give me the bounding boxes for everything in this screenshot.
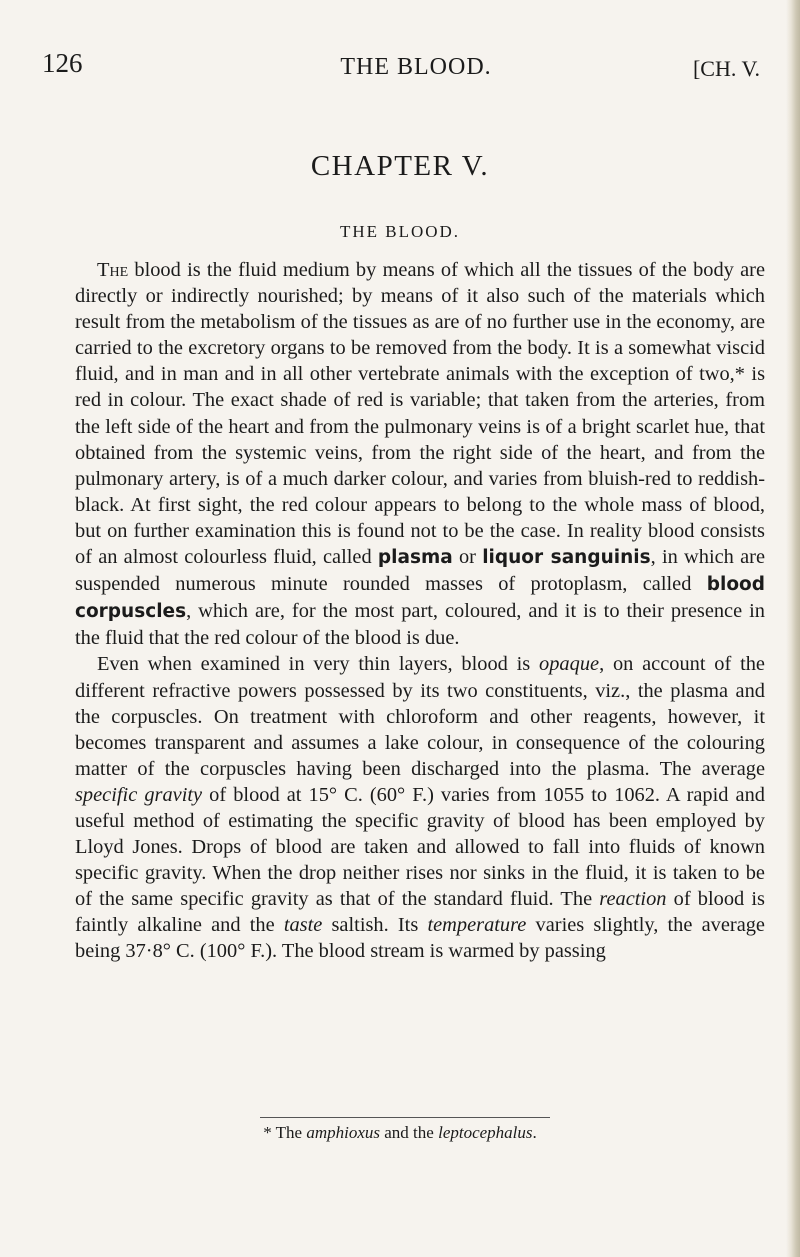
paragraph-2 — [75, 651, 765, 964]
paragraph-text: of blood is faintly alkaline and the — [75, 888, 765, 937]
page-number: 126 — [42, 48, 83, 78]
footnote-text: . — [532, 1123, 537, 1142]
running-head — [42, 48, 760, 88]
paragraph-text: varies slightly, the average being 37·8° C. (100° F.). The blood stream is warmed by passing — [75, 914, 765, 963]
paragraph-text: , in which are suspended numerous minute rounded masses of protoplasm, called — [75, 546, 765, 596]
chapter-heading: CHAPTER V. — [310, 150, 490, 182]
footnote-marker: * The — [263, 1123, 307, 1142]
footnote-text: and the — [380, 1123, 439, 1142]
section-heading: THE BLOOD. — [339, 222, 461, 241]
emphasis-reaction: reaction — [599, 888, 667, 911]
running-title: THE BLOOD. — [340, 54, 492, 80]
paragraph-1 — [75, 257, 765, 651]
term-plasma: plasma — [377, 547, 453, 569]
page-edge — [786, 0, 800, 1257]
footnote-term-amphioxus: amphioxus — [306, 1123, 381, 1142]
paragraph-text: saltish. Its — [322, 914, 428, 937]
emphasis-taste: taste — [283, 914, 323, 937]
term-liquor-sanguinis: liquor sanguinis — [482, 547, 651, 569]
paragraph-text: of blood at 15° C. (60° F.) varies from 1055 to 1062. A rapid and useful method of estimating the specific gravity of blood has been employed by Lloyd Jones. Drops of blood are taken and allowed to fall into fluids of known specific gravity. When the drop neither rises nor sinks in the fluid, it is taken to be of the same specific gravity as that of the standard fluid. The — [75, 783, 765, 911]
paragraph-text: or — [452, 546, 483, 569]
paragraph-text: , which are, for the most part, coloured, and it is to their presence in the fluid that the red colour of the blood is due. — [75, 600, 765, 650]
footnote — [0, 1123, 800, 1143]
emphasis-temperature: temperature — [427, 914, 527, 937]
term-blood-corpuscles: blood corpuscles — [75, 574, 765, 623]
body-text — [75, 257, 765, 965]
emphasis-specific-gravity: specific gravity — [75, 783, 203, 806]
paragraph-lead-word: The — [97, 259, 129, 281]
footnote-rule — [260, 1117, 550, 1118]
emphasis-opaque: opaque — [539, 653, 600, 676]
paragraph-text: , on account of the different refractive powers possessed by its two constituents, viz., the plasma and the corpuscles. On treatment with chloroform and other reagents, however, it becomes transparent and assumes a lake colour, in consequence of the colouring matter of the corpuscles having been discharged into the plasma. The average — [75, 653, 765, 780]
paragraph-text: Even when examined in very thin layers, blood is — [97, 653, 540, 676]
footnote-term-leptocephalus: leptocephalus — [438, 1123, 533, 1142]
chapter-reference: [CH. V. — [692, 56, 760, 81]
paragraph-text: blood is the fluid medium by means of which all the tissues of the body are directly or indirectly nourished; by means of it also such of the materials which result from the metabolism of the tissues as are of no further use in the economy, are carried to the excretory organs to be removed from the body. It is a somewhat viscid fluid, and in man and in all other vertebrate animals with the exception of two,* is red in colour. The exact shade of red is variable; that taken from the arteries, from the left side of the heart and from the pulmonary veins is of a bright scarlet hue, that obtained from the systemic veins, from the right side of the heart, and from the pulmonary artery, is of a much darker colour, and varies from bluish-red to reddish-black. At first sight, the red colour appears to belong to the whole mass of blood, but on further examination this is found not to be the case. In reality blood consists of an almost colourless fluid, called — [75, 259, 765, 569]
